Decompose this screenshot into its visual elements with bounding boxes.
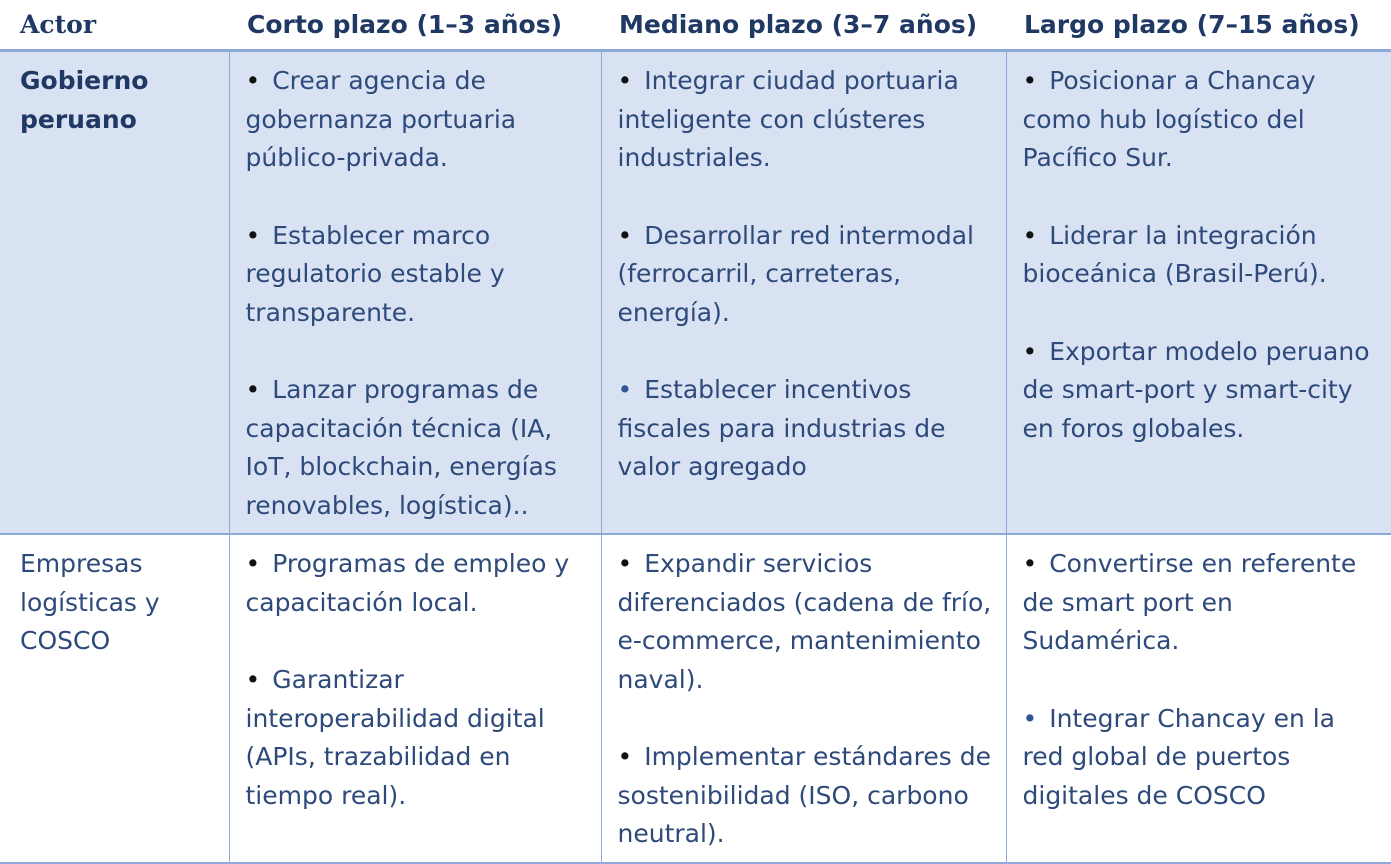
bullet-icon: • [617, 375, 633, 404]
list-item-text: Establecer incentivos fiscales para industrias de valor agregado [617, 375, 946, 481]
list-item-text: Garantizar interoperabilidad digital (APIs, trazabilidad en tiempo real). [245, 665, 545, 810]
bullet-icon: • [245, 375, 261, 404]
list-item [1023, 545, 1382, 661]
short-term-cell [229, 534, 601, 863]
actor-cell: Gobierno peruano [0, 51, 229, 535]
list-item-text: Programas de empleo y capacitación local. [245, 549, 570, 617]
bullet-icon: • [617, 742, 633, 771]
header-short-term: Corto plazo (1–3 años) [229, 0, 601, 51]
bullet-icon: • [617, 220, 633, 250]
list-item [246, 217, 591, 333]
bullet-icon: • [1022, 703, 1038, 733]
bullet-icon: • [245, 665, 261, 694]
list-item-text: Crear agencia de gobernanza portuaria público-privada. [245, 66, 517, 172]
header-long-term: Largo plazo (7–15 años) [1006, 0, 1391, 51]
medium-term-cell [601, 534, 1006, 863]
list-item [618, 217, 996, 333]
list-item [1023, 62, 1382, 178]
list-item [246, 62, 591, 178]
list-item [246, 661, 591, 815]
bullet-icon: • [1022, 336, 1038, 366]
bullet-icon: • [245, 66, 261, 95]
list-item-text: Implementar estándares de sostenibilidad (ISO, carbono neutral). [617, 742, 991, 848]
list-item-text: Convertirse en referente de smart port en Sudamérica. [1022, 549, 1357, 655]
list-item [618, 62, 996, 178]
list-item-text: Exportar modelo peruano de smart-port y smart-city en foros globales. [1022, 336, 1370, 443]
list-item [618, 738, 996, 854]
bullet-icon: • [617, 549, 633, 578]
table-row-empresas [0, 534, 1391, 863]
list-item-text: Integrar ciudad portuaria inteligente con clústeres industriales. [617, 66, 959, 172]
list-item-text: Establecer marco regulatorio estable y transparente. [245, 220, 505, 327]
list-item-text: Liderar la integración bioceánica (Brasil-Perú). [1022, 220, 1327, 288]
bullet-icon: • [1022, 220, 1038, 250]
bullet-icon: • [1022, 66, 1038, 95]
table-row-gobierno [0, 51, 1391, 535]
header-medium-term: Mediano plazo (3–7 años) [601, 0, 1006, 51]
list-item-text: Expandir servicios diferenciados (cadena de frío, e-commerce, mantenimiento naval). [617, 549, 992, 694]
bullet-icon: • [245, 220, 261, 250]
list-item-text: Lanzar programas de capacitación técnica (IA, IoT, blockchain, energías renovables, logística).. [245, 375, 557, 520]
table-header-row [0, 0, 1391, 51]
list-item [618, 371, 996, 487]
list-item [246, 545, 591, 622]
list-item-text: Posicionar a Chancay como hub logístico del Pacífico Sur. [1022, 66, 1316, 172]
list-item [1023, 333, 1382, 449]
actor-cell: Empresas logísticas y COSCO [0, 534, 229, 863]
list-item [618, 545, 996, 699]
medium-term-cell [601, 51, 1006, 535]
bullet-icon: • [245, 549, 261, 578]
long-term-cell [1006, 534, 1391, 863]
short-term-cell [229, 51, 601, 535]
header-actor: Actor [0, 0, 229, 51]
list-item [1023, 700, 1382, 816]
list-item [246, 371, 591, 525]
list-item-text: Integrar Chancay en la red global de puertos digitales de COSCO [1022, 703, 1336, 810]
bullet-icon: • [617, 66, 633, 95]
long-term-cell [1006, 51, 1391, 535]
bullet-icon: • [1022, 549, 1038, 578]
list-item [1023, 217, 1382, 294]
list-item-text: Desarrollar red intermodal (ferrocarril, carreteras, energía). [617, 220, 975, 327]
